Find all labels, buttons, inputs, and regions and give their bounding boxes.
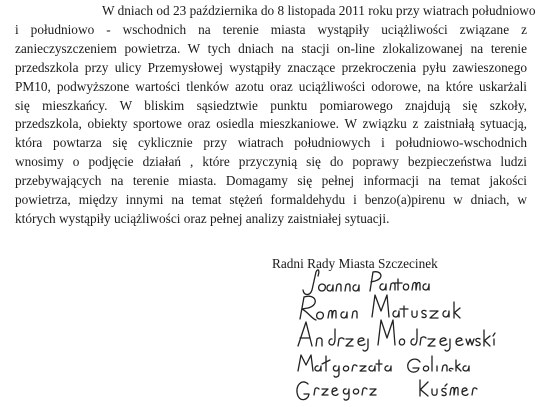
letter-line-12: których wystąpiły uciążliwości oraz pełnej analizy zaistniałej sytuacji. [15,210,390,226]
letter-line-5: PM10, podwyższone wartości tlenków azotu oraz uciążliwości odorowe, na które uskarżali [15,78,527,94]
signature-3 [298,320,495,351]
letter-line-6: się mieszkańcy. W bliskim sąsiedztwie punktu pomiarowego znajdują się szkoły, [15,97,527,113]
letter-line-10: przebywających na terenie miasta. Domagamy się pełnej informacji na temat jakości [15,173,527,189]
letter-line-1: W dniach od 23 października do 8 listopada 2011 roku przy wiatrach południowo [102,3,536,18]
letter-line-3: zanieczyszczeniem powietrza. W tych dniach na stacji on-line zlokalizowanej na terenie [15,40,527,56]
letter-line-11: powietrza, między innymi na temat stężeń formaldehydu i benzo(a)pirenu w dniach, w [15,192,527,208]
letter-line-4: przedszkola przy ulicy Przemysłowej wystąpiły znaczące przekroczenia pyłu zawieszonego [15,59,527,75]
letter-line-7: przedszkola, obiekty sportowe oraz osiedla mieszkaniowe. W związku z zaistniałą sytuacją, [15,116,527,132]
signature-5 [297,380,477,400]
letter-line-2: i południowo - wschodnich na terenie miasta wystąpiły uciążliwości związane z [15,21,527,37]
signature-1 [303,270,429,295]
letter-line-8: która powtarza się cyklicznie przy wiatrach południowych i południowo-wschodnich [15,135,527,151]
signers-label: Radni Rady Miasta Szczecinek [272,256,438,271]
letter-line-9: wnosimy o podjęcie działań , które przyczynią się do poprawy bezpieczeństwa ludzi [15,154,527,170]
signature-2 [300,295,460,320]
signature-4 [298,355,469,377]
